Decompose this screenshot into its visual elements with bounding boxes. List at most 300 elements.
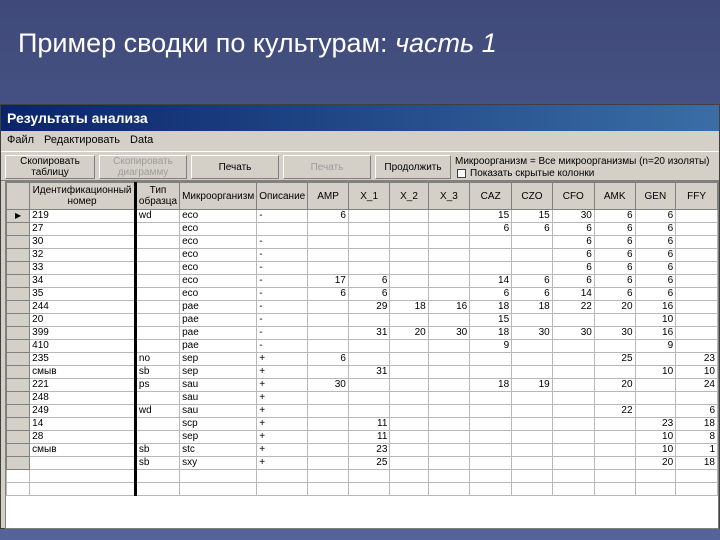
- table-cell[interactable]: [512, 405, 553, 418]
- table-cell[interactable]: 6: [512, 223, 553, 236]
- table-cell[interactable]: [428, 236, 470, 249]
- table-cell[interactable]: 23: [348, 444, 390, 457]
- table-cell[interactable]: -: [257, 210, 308, 223]
- table-cell[interactable]: [348, 405, 390, 418]
- row-selector[interactable]: [7, 236, 30, 249]
- table-cell[interactable]: [512, 236, 553, 249]
- table-cell[interactable]: [512, 249, 553, 262]
- table-row[interactable]: [7, 275, 718, 288]
- table-cell[interactable]: +: [257, 457, 308, 470]
- table-row[interactable]: [7, 262, 718, 275]
- table-cell[interactable]: [428, 223, 470, 236]
- table-cell[interactable]: sep: [180, 366, 257, 379]
- table-cell[interactable]: [512, 431, 553, 444]
- table-cell[interactable]: [135, 223, 179, 236]
- table-row[interactable]: [7, 210, 718, 223]
- table-row[interactable]: [7, 366, 718, 379]
- table-cell[interactable]: 27: [30, 223, 136, 236]
- continue-button[interactable]: Продолжить: [375, 155, 451, 179]
- table-cell[interactable]: 6: [308, 353, 349, 366]
- table-cell[interactable]: [348, 236, 390, 249]
- table-cell[interactable]: [512, 366, 553, 379]
- table-row[interactable]: [7, 353, 718, 366]
- table-cell[interactable]: 10: [635, 314, 676, 327]
- table-row[interactable]: [7, 418, 718, 431]
- table-cell[interactable]: [135, 262, 179, 275]
- table-cell[interactable]: 30: [552, 327, 594, 340]
- table-cell[interactable]: [676, 301, 718, 314]
- table-cell[interactable]: 6: [635, 249, 676, 262]
- table-cell[interactable]: -: [257, 275, 308, 288]
- table-cell[interactable]: [308, 249, 349, 262]
- table-cell[interactable]: 6: [594, 288, 635, 301]
- table-cell[interactable]: [635, 405, 676, 418]
- table-cell[interactable]: 6: [635, 210, 676, 223]
- table-cell[interactable]: [390, 405, 428, 418]
- table-cell[interactable]: 410: [30, 340, 136, 353]
- table-cell[interactable]: sep: [180, 353, 257, 366]
- table-cell[interactable]: 15: [470, 314, 512, 327]
- row-selector[interactable]: [7, 314, 30, 327]
- table-cell[interactable]: [594, 340, 635, 353]
- table-row[interactable]: [7, 340, 718, 353]
- table-cell[interactable]: [428, 210, 470, 223]
- table-cell[interactable]: 6: [594, 275, 635, 288]
- table-cell[interactable]: [428, 405, 470, 418]
- table-cell[interactable]: [348, 353, 390, 366]
- table-cell[interactable]: [676, 340, 718, 353]
- column-header[interactable]: Идентификационный номер: [30, 183, 136, 210]
- table-cell[interactable]: 18: [390, 301, 428, 314]
- table-cell[interactable]: [348, 262, 390, 275]
- row-selector[interactable]: [7, 262, 30, 275]
- table-cell[interactable]: 248: [30, 392, 136, 405]
- table-row[interactable]: [7, 431, 718, 444]
- row-selector[interactable]: [7, 340, 30, 353]
- table-cell[interactable]: 221: [30, 379, 136, 392]
- table-cell[interactable]: [390, 457, 428, 470]
- table-cell[interactable]: [470, 392, 512, 405]
- table-cell[interactable]: [135, 340, 179, 353]
- table-cell[interactable]: [390, 431, 428, 444]
- table-cell[interactable]: [552, 314, 594, 327]
- table-cell[interactable]: [308, 340, 349, 353]
- table-cell[interactable]: 29: [348, 301, 390, 314]
- table-cell[interactable]: 6: [594, 210, 635, 223]
- table-cell[interactable]: [390, 288, 428, 301]
- row-selector[interactable]: ▶: [7, 210, 30, 223]
- table-cell[interactable]: [512, 392, 553, 405]
- table-cell[interactable]: [512, 444, 553, 457]
- table-cell[interactable]: [308, 262, 349, 275]
- table-cell[interactable]: [676, 275, 718, 288]
- table-cell[interactable]: [552, 457, 594, 470]
- table-cell[interactable]: [308, 301, 349, 314]
- table-cell[interactable]: [135, 275, 179, 288]
- table-cell[interactable]: [390, 223, 428, 236]
- table-cell[interactable]: [428, 392, 470, 405]
- table-cell[interactable]: 24: [676, 379, 718, 392]
- table-cell[interactable]: [428, 275, 470, 288]
- table-cell[interactable]: -: [257, 340, 308, 353]
- table-cell[interactable]: [390, 392, 428, 405]
- copy-chart-button[interactable]: Скопировать диаграмму: [99, 155, 187, 179]
- table-cell[interactable]: [594, 392, 635, 405]
- table-cell[interactable]: [348, 223, 390, 236]
- table-cell[interactable]: no: [135, 353, 179, 366]
- table-cell[interactable]: [135, 431, 179, 444]
- table-cell[interactable]: 20: [635, 457, 676, 470]
- table-cell[interactable]: [390, 210, 428, 223]
- table-cell[interactable]: eco: [180, 288, 257, 301]
- table-cell[interactable]: 10: [635, 431, 676, 444]
- table-cell[interactable]: 9: [470, 340, 512, 353]
- table-cell[interactable]: [135, 249, 179, 262]
- table-cell[interactable]: eco: [180, 236, 257, 249]
- table-row[interactable]: [7, 301, 718, 314]
- table-cell[interactable]: 244: [30, 301, 136, 314]
- table-cell[interactable]: eco: [180, 223, 257, 236]
- table-cell[interactable]: [594, 444, 635, 457]
- results-grid[interactable]: [5, 181, 719, 529]
- table-cell[interactable]: смыв: [30, 444, 136, 457]
- table-cell[interactable]: [348, 210, 390, 223]
- table-cell[interactable]: [676, 327, 718, 340]
- table-cell[interactable]: 17: [308, 275, 349, 288]
- table-cell[interactable]: wd: [135, 405, 179, 418]
- table-cell[interactable]: 22: [594, 405, 635, 418]
- table-cell[interactable]: [552, 340, 594, 353]
- show-hidden-checkbox[interactable]: [457, 169, 466, 178]
- table-cell[interactable]: 20: [390, 327, 428, 340]
- table-cell[interactable]: 19: [512, 379, 553, 392]
- table-cell[interactable]: [428, 249, 470, 262]
- table-cell[interactable]: [348, 379, 390, 392]
- table-cell[interactable]: [308, 457, 349, 470]
- table-cell[interactable]: [308, 392, 349, 405]
- table-cell[interactable]: 6: [552, 262, 594, 275]
- row-selector[interactable]: [7, 392, 30, 405]
- table-cell[interactable]: +: [257, 418, 308, 431]
- table-cell[interactable]: 6: [552, 236, 594, 249]
- column-header[interactable]: Тип образца: [135, 183, 179, 210]
- table-cell[interactable]: 249: [30, 405, 136, 418]
- column-header[interactable]: X_3: [428, 183, 470, 210]
- table-cell[interactable]: [512, 314, 553, 327]
- table-cell[interactable]: +: [257, 379, 308, 392]
- table-cell[interactable]: sxy: [180, 457, 257, 470]
- table-cell[interactable]: [390, 444, 428, 457]
- table-cell[interactable]: 30: [594, 327, 635, 340]
- table-cell[interactable]: 16: [635, 301, 676, 314]
- table-cell[interactable]: [470, 418, 512, 431]
- table-cell[interactable]: [635, 392, 676, 405]
- table-cell[interactable]: [676, 223, 718, 236]
- table-cell[interactable]: 6: [594, 223, 635, 236]
- table-cell[interactable]: 23: [676, 353, 718, 366]
- table-cell[interactable]: -: [257, 236, 308, 249]
- table-cell[interactable]: 14: [30, 418, 136, 431]
- row-selector[interactable]: [7, 327, 30, 340]
- table-cell[interactable]: 25: [594, 353, 635, 366]
- table-cell[interactable]: [390, 275, 428, 288]
- table-cell[interactable]: wd: [135, 210, 179, 223]
- table-cell[interactable]: 10: [635, 444, 676, 457]
- table-cell[interactable]: -: [257, 327, 308, 340]
- table-cell[interactable]: [512, 353, 553, 366]
- table-cell[interactable]: [552, 353, 594, 366]
- table-cell[interactable]: [308, 366, 349, 379]
- table-cell[interactable]: 6: [348, 275, 390, 288]
- table-cell[interactable]: [308, 418, 349, 431]
- table-cell[interactable]: [470, 457, 512, 470]
- table-cell[interactable]: 219: [30, 210, 136, 223]
- table-cell[interactable]: [594, 457, 635, 470]
- table-cell[interactable]: 31: [348, 366, 390, 379]
- table-cell[interactable]: 25: [348, 457, 390, 470]
- table-cell[interactable]: 6: [676, 405, 718, 418]
- table-cell[interactable]: [390, 379, 428, 392]
- table-cell[interactable]: -: [257, 314, 308, 327]
- table-row[interactable]: [7, 314, 718, 327]
- table-cell[interactable]: смыв: [30, 366, 136, 379]
- table-cell[interactable]: [512, 340, 553, 353]
- table-cell[interactable]: 35: [30, 288, 136, 301]
- table-cell[interactable]: eco: [180, 249, 257, 262]
- table-cell[interactable]: [676, 210, 718, 223]
- table-cell[interactable]: [390, 418, 428, 431]
- table-cell[interactable]: sau: [180, 379, 257, 392]
- row-selector[interactable]: [7, 301, 30, 314]
- table-cell[interactable]: [552, 379, 594, 392]
- table-cell[interactable]: eco: [180, 275, 257, 288]
- table-cell[interactable]: [470, 431, 512, 444]
- row-selector[interactable]: [7, 223, 30, 236]
- table-cell[interactable]: [428, 262, 470, 275]
- table-cell[interactable]: 15: [512, 210, 553, 223]
- table-cell[interactable]: [428, 418, 470, 431]
- table-cell[interactable]: [594, 366, 635, 379]
- row-selector[interactable]: [7, 275, 30, 288]
- table-cell[interactable]: 6: [635, 288, 676, 301]
- table-cell[interactable]: 6: [552, 249, 594, 262]
- table-cell[interactable]: [348, 249, 390, 262]
- table-cell[interactable]: 18: [512, 301, 553, 314]
- table-cell[interactable]: 10: [635, 366, 676, 379]
- table-cell[interactable]: stc: [180, 444, 257, 457]
- table-cell[interactable]: [348, 314, 390, 327]
- table-cell[interactable]: [308, 405, 349, 418]
- table-cell[interactable]: sb: [135, 366, 179, 379]
- table-row[interactable]: [7, 223, 718, 236]
- menu-file[interactable]: Файл: [7, 134, 35, 146]
- table-cell[interactable]: 1: [676, 444, 718, 457]
- table-cell[interactable]: -: [257, 301, 308, 314]
- table-cell[interactable]: 18: [470, 327, 512, 340]
- table-cell[interactable]: 6: [635, 262, 676, 275]
- table-cell[interactable]: 6: [512, 275, 553, 288]
- table-cell[interactable]: [390, 262, 428, 275]
- row-selector[interactable]: [7, 418, 30, 431]
- row-selector[interactable]: [7, 353, 30, 366]
- table-cell[interactable]: [30, 457, 136, 470]
- column-header[interactable]: FFY: [676, 183, 718, 210]
- table-cell[interactable]: 8: [676, 431, 718, 444]
- table-cell[interactable]: 28: [30, 431, 136, 444]
- table-row[interactable]: [7, 249, 718, 262]
- table-row[interactable]: [7, 288, 718, 301]
- table-cell[interactable]: [308, 444, 349, 457]
- table-cell[interactable]: scp: [180, 418, 257, 431]
- print-button[interactable]: Печать: [191, 155, 279, 179]
- table-cell[interactable]: [390, 366, 428, 379]
- table-cell[interactable]: sau: [180, 405, 257, 418]
- row-selector[interactable]: [7, 379, 30, 392]
- table-cell[interactable]: 14: [470, 275, 512, 288]
- table-cell[interactable]: +: [257, 392, 308, 405]
- table-cell[interactable]: 23: [635, 418, 676, 431]
- table-cell[interactable]: [552, 431, 594, 444]
- column-header[interactable]: Описание: [257, 183, 308, 210]
- row-selector[interactable]: [7, 457, 30, 470]
- table-cell[interactable]: 399: [30, 327, 136, 340]
- table-cell[interactable]: [257, 223, 308, 236]
- table-cell[interactable]: [135, 288, 179, 301]
- table-cell[interactable]: [552, 366, 594, 379]
- table-cell[interactable]: [470, 262, 512, 275]
- table-cell[interactable]: 11: [348, 418, 390, 431]
- table-cell[interactable]: [470, 353, 512, 366]
- table-cell[interactable]: ps: [135, 379, 179, 392]
- table-cell[interactable]: 30: [308, 379, 349, 392]
- table-cell[interactable]: 14: [552, 288, 594, 301]
- table-cell[interactable]: pae: [180, 327, 257, 340]
- table-cell[interactable]: 31: [348, 327, 390, 340]
- table-cell[interactable]: 6: [594, 262, 635, 275]
- table-cell[interactable]: 18: [676, 457, 718, 470]
- table-cell[interactable]: 30: [30, 236, 136, 249]
- table-cell[interactable]: [428, 314, 470, 327]
- table-cell[interactable]: [390, 340, 428, 353]
- table-cell[interactable]: 20: [594, 301, 635, 314]
- menu-edit[interactable]: Редактировать: [44, 134, 121, 146]
- table-cell[interactable]: 15: [470, 210, 512, 223]
- column-header[interactable]: X_1: [348, 183, 390, 210]
- table-cell[interactable]: 18: [470, 379, 512, 392]
- table-cell[interactable]: [428, 444, 470, 457]
- table-cell[interactable]: +: [257, 353, 308, 366]
- column-header[interactable]: CAZ: [470, 183, 512, 210]
- table-cell[interactable]: 6: [594, 249, 635, 262]
- table-row[interactable]: [7, 236, 718, 249]
- column-header[interactable]: CFO: [552, 183, 594, 210]
- table-cell[interactable]: -: [257, 262, 308, 275]
- table-cell[interactable]: 6: [635, 223, 676, 236]
- row-selector[interactable]: [7, 444, 30, 457]
- table-cell[interactable]: 6: [635, 275, 676, 288]
- table-row[interactable]: [7, 379, 718, 392]
- column-header[interactable]: GEN: [635, 183, 676, 210]
- table-cell[interactable]: 32: [30, 249, 136, 262]
- menu-data[interactable]: Data: [130, 134, 154, 146]
- show-hidden-columns[interactable]: [457, 168, 594, 179]
- table-cell[interactable]: 30: [512, 327, 553, 340]
- table-cell[interactable]: 6: [552, 223, 594, 236]
- table-cell[interactable]: sau: [180, 392, 257, 405]
- table-cell[interactable]: [428, 366, 470, 379]
- table-cell[interactable]: [390, 314, 428, 327]
- table-cell[interactable]: [470, 444, 512, 457]
- table-cell[interactable]: [428, 431, 470, 444]
- table-cell[interactable]: [308, 327, 349, 340]
- table-cell[interactable]: 20: [30, 314, 136, 327]
- row-selector[interactable]: [7, 249, 30, 262]
- table-cell[interactable]: [594, 431, 635, 444]
- table-cell[interactable]: eco: [180, 210, 257, 223]
- table-cell[interactable]: 33: [30, 262, 136, 275]
- table-cell[interactable]: [390, 353, 428, 366]
- table-cell[interactable]: 10: [676, 366, 718, 379]
- table-cell[interactable]: 6: [512, 288, 553, 301]
- column-header[interactable]: CZO: [512, 183, 553, 210]
- table-cell[interactable]: [512, 457, 553, 470]
- table-cell[interactable]: -: [257, 288, 308, 301]
- table-cell[interactable]: [635, 379, 676, 392]
- table-cell[interactable]: [308, 223, 349, 236]
- table-row[interactable]: [7, 327, 718, 340]
- table-cell[interactable]: [135, 327, 179, 340]
- table-cell[interactable]: [594, 418, 635, 431]
- table-cell[interactable]: 6: [594, 236, 635, 249]
- table-cell[interactable]: 11: [348, 431, 390, 444]
- table-cell[interactable]: sb: [135, 444, 179, 457]
- table-cell[interactable]: [676, 249, 718, 262]
- table-cell[interactable]: 16: [635, 327, 676, 340]
- table-cell[interactable]: 22: [552, 301, 594, 314]
- table-row[interactable]: [7, 405, 718, 418]
- table-row[interactable]: [7, 444, 718, 457]
- column-header[interactable]: X_2: [390, 183, 428, 210]
- table-cell[interactable]: [428, 353, 470, 366]
- table-cell[interactable]: [308, 431, 349, 444]
- column-header[interactable]: Микроорганизм: [180, 183, 257, 210]
- table-cell[interactable]: +: [257, 431, 308, 444]
- table-cell[interactable]: [470, 405, 512, 418]
- table-cell[interactable]: 18: [470, 301, 512, 314]
- table-cell[interactable]: 16: [428, 301, 470, 314]
- table-cell[interactable]: [552, 444, 594, 457]
- window-titlebar[interactable]: [1, 105, 719, 131]
- table-cell[interactable]: [635, 353, 676, 366]
- table-cell[interactable]: [676, 262, 718, 275]
- table-cell[interactable]: 30: [428, 327, 470, 340]
- print-disabled-button[interactable]: Печать: [283, 155, 371, 179]
- table-cell[interactable]: [390, 249, 428, 262]
- table-cell[interactable]: sep: [180, 431, 257, 444]
- table-cell[interactable]: [676, 314, 718, 327]
- table-cell[interactable]: 6: [470, 288, 512, 301]
- table-cell[interactable]: 30: [552, 210, 594, 223]
- table-cell[interactable]: sb: [135, 457, 179, 470]
- table-cell[interactable]: [428, 379, 470, 392]
- column-header[interactable]: AMP: [308, 183, 349, 210]
- table-cell[interactable]: [390, 236, 428, 249]
- table-cell[interactable]: 235: [30, 353, 136, 366]
- table-cell[interactable]: 6: [308, 210, 349, 223]
- table-cell[interactable]: eco: [180, 262, 257, 275]
- table-cell[interactable]: [676, 236, 718, 249]
- table-cell[interactable]: [428, 457, 470, 470]
